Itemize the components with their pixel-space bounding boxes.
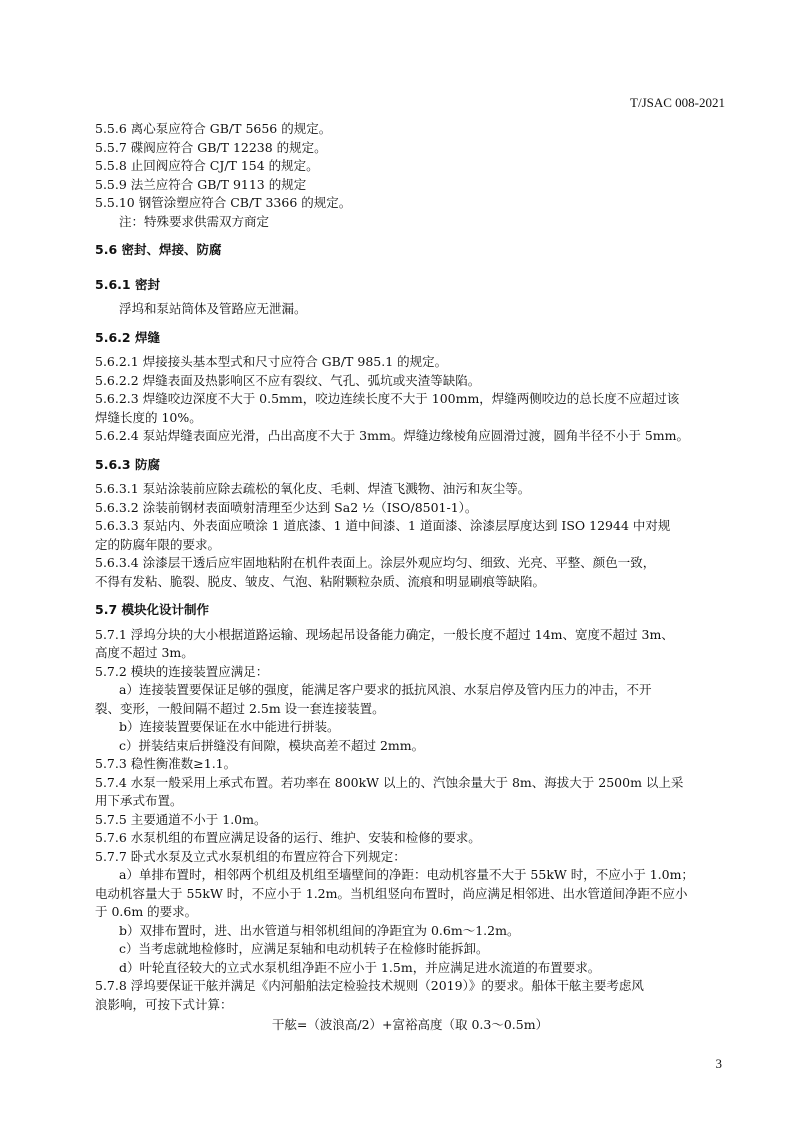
text-line: 5.7.7 卧式水泵及立式水泵机组的布置应符合下列规定： xyxy=(95,848,406,864)
section-heading: 5.6 密封、焊接、防腐 xyxy=(95,242,222,257)
text-line: d）叶轮直径较大的立式水泵机组净距不应小于 1.5m，并应满足进水流道的布置要求。 xyxy=(119,959,601,975)
text-line: 5.5.10 钢管涂塑应符合 CB/T 3366 的规定。 xyxy=(95,195,352,210)
text-line: 5.5.9 法兰应符合 GB/T 9113 的规定 xyxy=(95,176,307,192)
text-line: 5.6.2.4 泵站焊缝表面应光滑，凸出高度不大于 3mm。焊缝边缘棱角应圆滑过渡，圆角半径不小于 5mm。 xyxy=(95,428,689,443)
text-line: 5.5.6 离心泵应符合 GB/T 5656 的规定。 xyxy=(95,121,332,136)
text-line: 焊缝长度的 10%。 xyxy=(95,409,202,425)
section-heading: 5.6.3 防腐 xyxy=(95,456,160,472)
text-line: 电动机容量大于 55kW 时，不应小于 1.2m。当机组竖向布置时，尚应满足相邻进、出水管道间净距不应小 xyxy=(95,885,688,901)
text-line: 5.7.1 浮坞分块的大小根据道路运输、现场起吊设备能力确定，一般长度不超过 14m、宽度不超过 3m、 xyxy=(95,626,674,642)
text-line: 5.6.3.4 涂漆层干透后应牢固地粘附在机件表面上。涂层外观应均匀、细致、光亮、平整、颜色一致， xyxy=(95,555,656,570)
section-heading: 5.6.1 密封 xyxy=(95,276,160,292)
text-line: 5.5.8 止回阀应符合 CJ/T 154 的规定。 xyxy=(95,158,319,173)
text-line: 5.6.3.2 涂装前钢材表面喷射清理至少达到 Sa2 ½（ISO/8501-1）。 xyxy=(95,499,478,515)
text-line: b）连接装置要保证在水中能进行拼装。 xyxy=(119,719,340,734)
page-number: 3 xyxy=(715,1056,722,1071)
text-line: 浪影响，可按下式计算： xyxy=(95,996,233,1012)
text-line: c）当考虑就地检修时，应满足泵轴和电动机转子在检修时能拆卸。 xyxy=(119,941,489,956)
text-line: 5.5.7 碟阀应符合 GB/T 12238 的规定。 xyxy=(95,139,327,155)
text-line: a）单排布置时，相邻两个机组及机组至墙壁间的净距：电动机容量不大于 55kW 时，不应小于 1.0m； xyxy=(119,867,694,882)
text-line: 5.7.3 稳性衡准数≥1.1。 xyxy=(95,756,237,771)
text-line: 5.6.2.2 焊缝表面及热影响区不应有裂纹、气孔、弧坑或夹渣等缺陷。 xyxy=(95,372,481,388)
text-line: 于 0.6m 的要求。 xyxy=(95,904,198,919)
formula: 干舷=（波浪高/2）+富裕高度（取 0.3～0.5m） xyxy=(271,1017,549,1032)
text-line: 5.7.8 浮坞要保证干舷并满足《内河船舶法定检验技术规则（2019）》的要求。船体干舷主要考虑风 xyxy=(95,978,644,993)
text-line: 注：特殊要求供需双方商定 xyxy=(119,213,270,229)
text-line: 裂、变形，一般间隔不超过 2.5m 设一套连接装置。 xyxy=(95,700,385,716)
text-line: 用下承式布置。 xyxy=(95,793,183,808)
text-line: 5.6.2.1 焊接接头基本型式和尺寸应符合 GB/T 985.1 的规定。 xyxy=(95,354,448,369)
section-heading: 5.7 模块化设计制作 xyxy=(95,602,209,617)
text-line: 5.7.4 水泵一般采用上承式布置。若功率在 800kW 以上的、汽蚀余量大于 8m、海拔大于 2500m 以上采 xyxy=(95,774,684,790)
section-heading: 5.6.2 焊缝 xyxy=(95,329,160,345)
text-line: 5.7.5 主要通道不小于 1.0m。 xyxy=(95,811,267,827)
text-line: 浮坞和泵站筒体及管路应无泄漏。 xyxy=(119,301,307,316)
text-line: 5.7.2 模块的连接装置应满足： xyxy=(95,663,269,679)
text-line: 5.6.3.1 泵站涂装前应除去疏松的氧化皮、毛刺、焊渣飞溅物、油污和灰尘等。 xyxy=(95,481,531,496)
text-line: c）拼装结束后拼缝没有间隙，模块高差不超过 2mm。 xyxy=(119,737,425,753)
text-line: b）双排布置时，进、出水管道与相邻机组间的净距宜为 0.6m～1.2m。 xyxy=(119,922,520,938)
document-body xyxy=(95,120,725,1035)
text-line: 5.7.6 水泵机组的布置应满足设备的运行、维护、安装和检修的要求。 xyxy=(95,830,481,845)
text-line: 不得有发粘、脆裂、脱皮、皱皮、气泡、粘附颗粒杂质、流痕和明显刷痕等缺陷。 xyxy=(95,573,546,589)
text-line: 高度不超过 3m。 xyxy=(95,645,194,660)
text-line: 5.6.3.3 泵站内、外表面应喷涂 1 道底漆、1 道中间漆、1 道面漆、涂漆层厚度达到 ISO 12944 中对规 xyxy=(95,518,671,533)
text-line: 定的防腐年限的要求。 xyxy=(95,536,221,552)
text-line: 5.6.2.3 焊缝咬边深度不大于 0.5mm，咬边连续长度不大于 100mm，焊缝两侧咬边的总长度不应超过该 xyxy=(95,391,680,406)
document-header: T/JSAC 008-2021 xyxy=(630,95,725,110)
text-line: a）连接装置要保证足够的强度，能满足客户要求的抵抗风浪、水泵启停及管内压力的冲击，不开 xyxy=(119,682,652,697)
